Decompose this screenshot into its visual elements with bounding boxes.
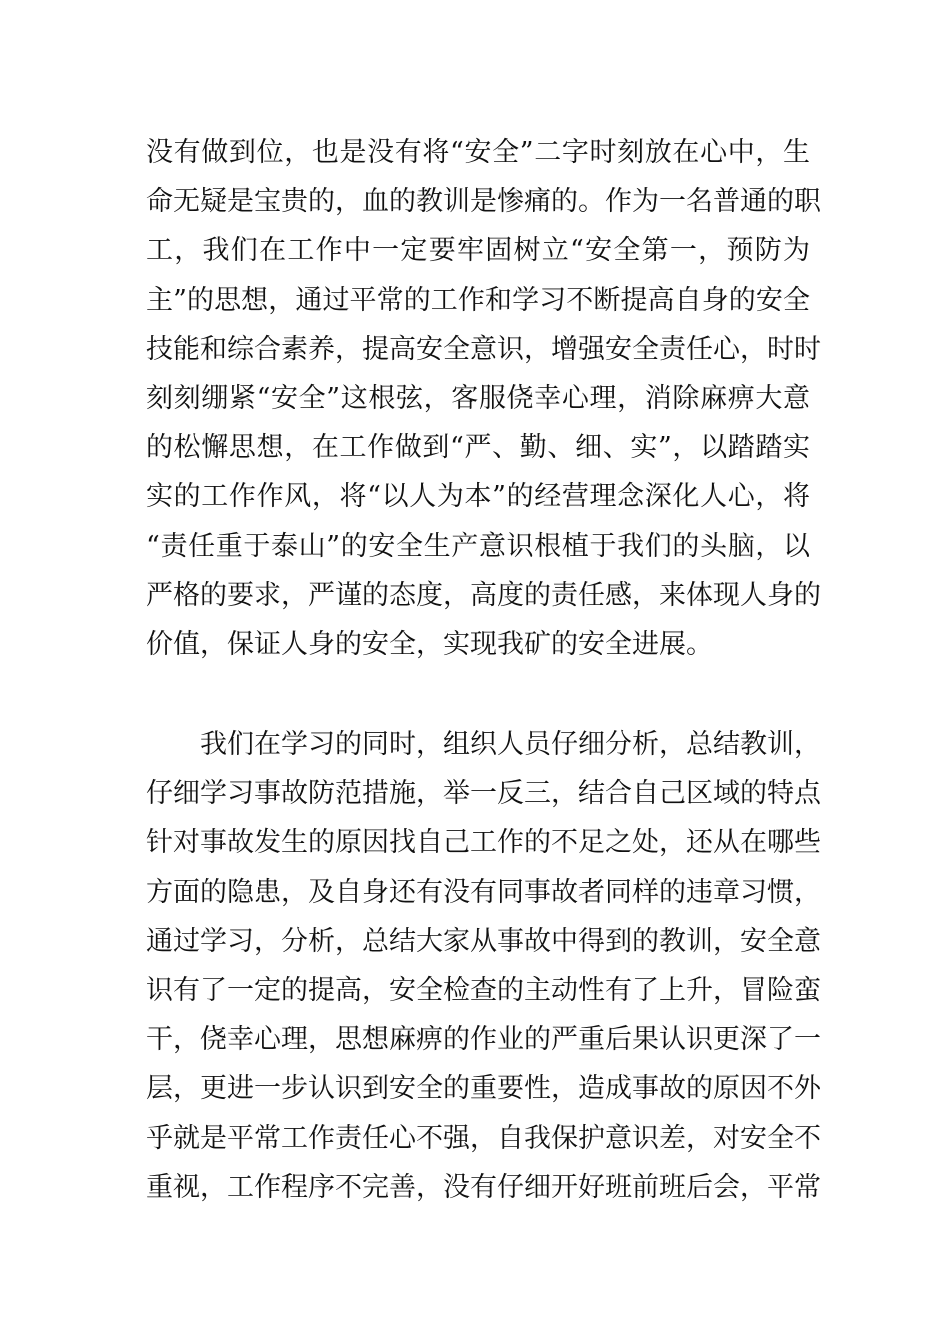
text-line: 技能和综合素养，提高安全意识，增强安全责任心，时时 (146, 333, 821, 365)
text-line: 实的工作作风，将“以人为本”的经营理念深化人心，将 (146, 481, 810, 513)
paragraph-2 (146, 720, 821, 1212)
text-line: 没有做到位，也是没有将“安全”二字时刻放在心中，生 (146, 137, 810, 168)
text-line: 命无疑是宝贵的，血的教训是惨痛的。作为一名普通的职 (146, 186, 821, 218)
text-line: 工，我们在工作中一定要牢固树立“安全第一，预防为 (146, 235, 810, 267)
text-line: 乎就是平常工作责任心不强，自我保护意识差，对安全不 (146, 1122, 821, 1154)
text-line: 的松懈思想，在工作做到“严、勤、细、实”，以踏踏实 (146, 432, 810, 464)
paragraph-1 (146, 128, 821, 669)
text-line: 我们在学习的同时，组织人员仔细分析，总结教训， (200, 729, 821, 760)
text-line: 通过学习，分析，总结大家从事故中得到的教训，安全意 (146, 925, 821, 957)
text-line: 层，更进一步认识到安全的重要性，造成事故的原因不外 (146, 1073, 821, 1105)
text-line: “责任重于泰山”的安全生产意识根植于我们的头脑，以 (146, 530, 810, 562)
text-line: 主”的思想，通过平常的工作和学习不断提高自身的安全 (146, 284, 810, 316)
text-line: 干，侥幸心理，思想麻痹的作业的严重后果认识更深了一 (146, 1024, 821, 1056)
text-line: 严格的要求，严谨的态度，高度的责任感，来体现人身的 (146, 579, 821, 611)
text-line: 针对事故发生的原因找自己工作的不足之处，还从在哪些 (146, 827, 821, 859)
text-line: 识有了一定的提高，安全检查的主动性有了上升，冒险蛮 (146, 974, 821, 1006)
text-line: 刻刻绷紧“安全”这根弦，客服侥幸心理，消除麻痹大意 (146, 382, 810, 414)
text-line: 价值，保证人身的安全，实现我矿的安全进展。 (146, 628, 713, 660)
text-line: 重视，工作程序不完善，没有仔细开好班前班后会，平常 (146, 1171, 821, 1203)
text-line: 仔细学习事故防范措施，举一反三，结合自己区域的特点 (146, 778, 821, 810)
text-line: 方面的隐患，及自身还有没有同事故者同样的违章习惯， (146, 876, 821, 908)
